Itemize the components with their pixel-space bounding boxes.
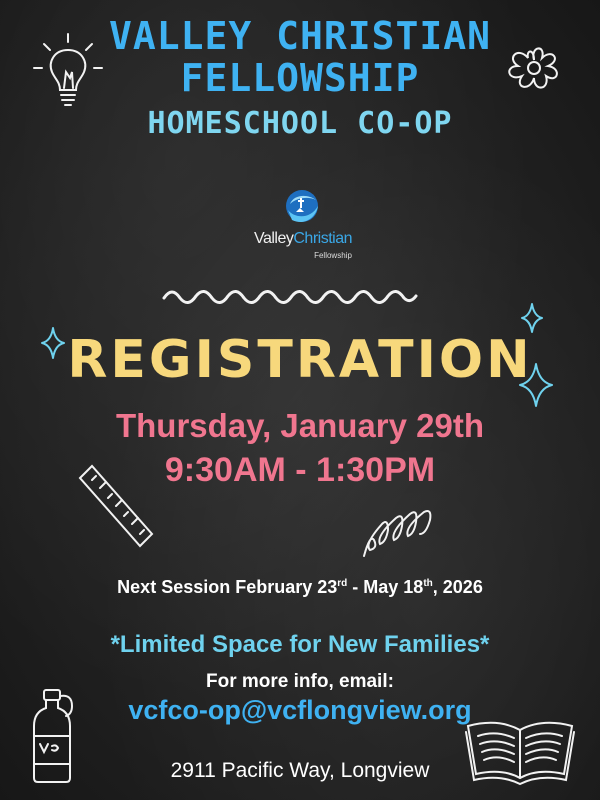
event-time: 9:30AM - 1:30PM — [164, 451, 436, 489]
contact-label: For more info, email: — [206, 671, 394, 692]
logo-mark-icon — [282, 188, 322, 228]
logo-subtitle: Fellowship — [314, 251, 352, 260]
logo-name-valley: Valley — [253, 230, 294, 247]
wave-divider-icon — [160, 284, 420, 308]
logo-wordmark — [238, 230, 368, 248]
lightbulb-icon — [28, 28, 108, 118]
limited-space-notice: *Limited Space for New Families* — [110, 631, 490, 658]
session-year: , 2026 — [432, 577, 483, 597]
logo-name-christian: Christian — [293, 230, 353, 247]
session-end: - May 18 — [347, 577, 424, 597]
flower-icon — [500, 42, 568, 102]
ruler-icon — [76, 462, 156, 552]
logo — [238, 188, 368, 268]
registration-heading: REGISTRATION — [67, 330, 533, 390]
address: 2911 Pacific Way, Longview — [170, 759, 430, 782]
session-start-suffix: rd — [337, 578, 348, 589]
title-line-3: HOMESCHOOL CO-OP — [147, 106, 453, 141]
loop-scribble-icon — [360, 504, 440, 564]
title-line-1: VALLEY CHRISTIAN — [108, 14, 492, 58]
session-start: Next Session February 23 — [117, 577, 338, 597]
session-end-suffix: th — [423, 578, 433, 589]
title-line-2: FELLOWSHIP — [180, 56, 420, 100]
contact-email[interactable]: vcfco-op@vcflongview.org — [128, 695, 472, 725]
event-date: Thursday, January 29th — [115, 407, 484, 444]
next-session — [0, 572, 600, 599]
